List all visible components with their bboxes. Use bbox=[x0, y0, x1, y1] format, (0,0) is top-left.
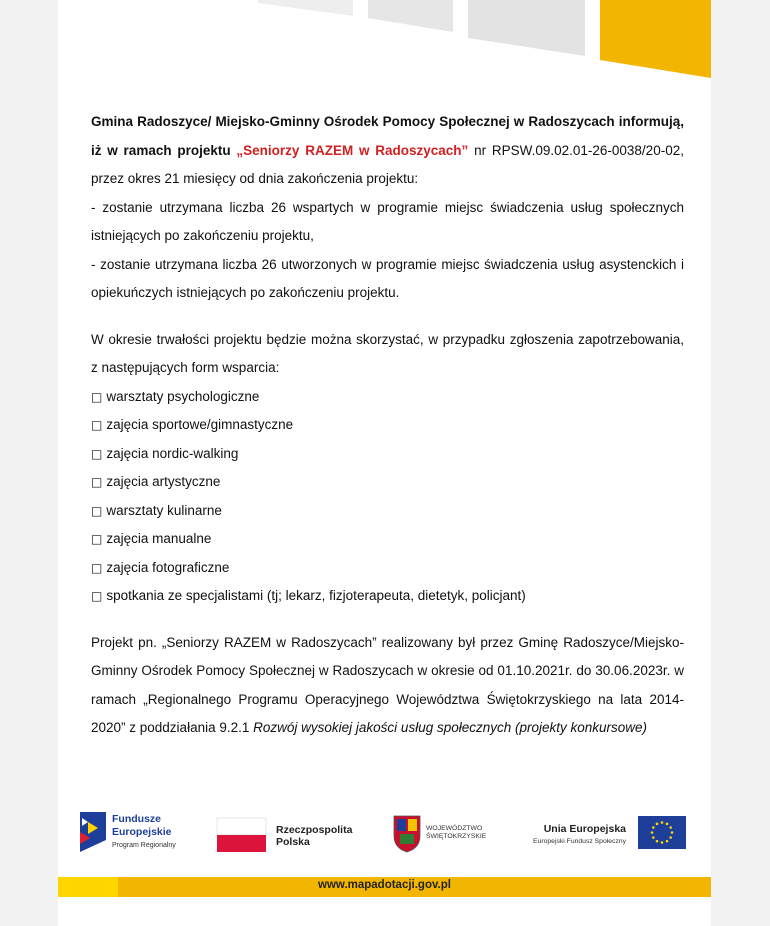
svg-text:Unia Europejska: Unia Europejska bbox=[543, 823, 626, 835]
commitment-item-2: - zostanie utrzymana liczba 26 utworzonych w programie miejsc świadczenia usług asystenckich i opiekuńczych istniejących po zakończeniu projektu. bbox=[91, 256, 684, 300]
checkbox-icon: □ bbox=[91, 446, 103, 461]
rzeczpospolita-polska-logo bbox=[217, 818, 353, 852]
logo-strip bbox=[58, 808, 711, 854]
footer-url: www.mapadotacji.gov.pl bbox=[318, 879, 451, 891]
eu-star-icon bbox=[661, 841, 664, 844]
support-forms-list bbox=[91, 383, 684, 611]
paragraph-project-info bbox=[91, 629, 684, 743]
svg-text:Program Regionalny: Program Regionalny bbox=[112, 842, 176, 849]
list-item: □ zajęcia fotograficzne bbox=[91, 559, 230, 575]
wojewodztwo-swietokrzyskie-logo bbox=[394, 816, 487, 852]
eu-star-icon bbox=[666, 823, 669, 826]
svg-text:Fundusze: Fundusze bbox=[112, 813, 161, 825]
commitment-item-1: - zostanie utrzymana liczba 26 wspartych w programie miejsc świadczenia usług społecznych istniejących po zakończeniu projektu, bbox=[91, 199, 684, 243]
eu-star-icon bbox=[669, 836, 672, 839]
footer-bar bbox=[58, 877, 711, 897]
eu-star-icon bbox=[652, 836, 655, 839]
unia-europejska-logo bbox=[533, 816, 686, 849]
fundusze-europejskie-logo bbox=[80, 812, 176, 852]
svg-text:Polska: Polska bbox=[276, 836, 310, 848]
header-gray-shape-1 bbox=[258, 0, 353, 16]
svg-text:Europejski Fundusz Społeczny: Europejski Fundusz Społeczny bbox=[533, 838, 626, 845]
svg-text:Europejskie: Europejskie bbox=[112, 826, 172, 838]
checkbox-icon: □ bbox=[91, 389, 103, 404]
header-decoration bbox=[58, 0, 711, 80]
checkbox-icon: □ bbox=[91, 503, 103, 518]
list-item: □ warsztaty psychologiczne bbox=[91, 388, 260, 404]
eu-star-icon bbox=[651, 831, 654, 834]
eu-star-icon bbox=[661, 821, 664, 824]
svg-text:WOJEWÓDZTWO: WOJEWÓDZTWO bbox=[426, 825, 483, 832]
svg-text:ŚWIĘTOKRZYSKIE: ŚWIĘTOKRZYSKIE bbox=[426, 833, 487, 840]
list-item: □ zajęcia manualne bbox=[91, 531, 212, 546]
fe-star-icon bbox=[80, 812, 106, 852]
list-item: □ zajęcia artystyczne bbox=[91, 474, 221, 489]
checkbox-icon: □ bbox=[91, 560, 103, 575]
eu-star-icon bbox=[656, 840, 659, 843]
document-body bbox=[91, 108, 684, 743]
paragraph-intro bbox=[91, 108, 684, 194]
header-gray-shape-2 bbox=[368, 0, 453, 32]
project-info-italic: Rozwój wysokiej jakości usług społecznych (projekty konkursowe) bbox=[253, 720, 648, 735]
project-info-text: Projekt pn. „Seniorzy RAZEM w Radoszycach” realizowany był przez Gminę Radoszyce/Miejsko-Gminny Ośrodek Pomocy Społecznej w Radoszycach w okresie od 01.10.2021r. do 30.06.2023r. w ramach „Regionalnego Programu Operacyjnego Województwa Świętokrzyskiego na lata 2014-2020” z poddziałania 9.2.1 bbox=[91, 634, 684, 735]
eu-flag-icon bbox=[638, 816, 686, 849]
list-item: □ zajęcia nordic-walking bbox=[91, 445, 239, 461]
support-intro: W okresie trwałości projektu będzie można skorzystać, w przypadku zgłoszenia zapotrzebowania, z następujących form wsparcia: bbox=[91, 331, 684, 375]
eu-star-icon bbox=[656, 823, 659, 826]
list-item: □ spotkania ze specjalistami (tj; lekarz, fizjoterapeuta, dietetyk, policjant) bbox=[91, 588, 526, 603]
intro-lead: Gmina Radoszyce/ Miejsko-Gminny Ośrodek Pomocy Społecznej w Radoszycach informują, iż w ramach projektu bbox=[91, 114, 684, 158]
header-gray-shape-3 bbox=[468, 0, 585, 56]
header-yellow-shape bbox=[600, 0, 711, 78]
eu-star-icon bbox=[671, 831, 674, 834]
checkbox-icon: □ bbox=[91, 475, 103, 489]
checkbox-icon: □ bbox=[91, 589, 103, 603]
intro-rest: nr RPSW.09.02.01-26-0038/20-02, przez okres 21 miesięcy od dnia zakończenia projektu: bbox=[91, 142, 684, 186]
document-page bbox=[58, 0, 711, 926]
checkbox-icon: □ bbox=[91, 418, 103, 432]
eu-star-icon bbox=[666, 840, 669, 843]
checkbox-icon: □ bbox=[91, 532, 103, 546]
list-item: □ warsztaty kulinarne bbox=[91, 502, 222, 518]
eu-star-icon bbox=[669, 826, 672, 829]
eu-star-icon bbox=[652, 826, 655, 829]
list-item: □ zajęcia sportowe/gimnastyczne bbox=[91, 417, 294, 432]
svg-text:Rzeczpospolita: Rzeczpospolita bbox=[276, 824, 353, 836]
project-name: „Seniorzy RAZEM w Radoszycach” bbox=[236, 142, 469, 158]
